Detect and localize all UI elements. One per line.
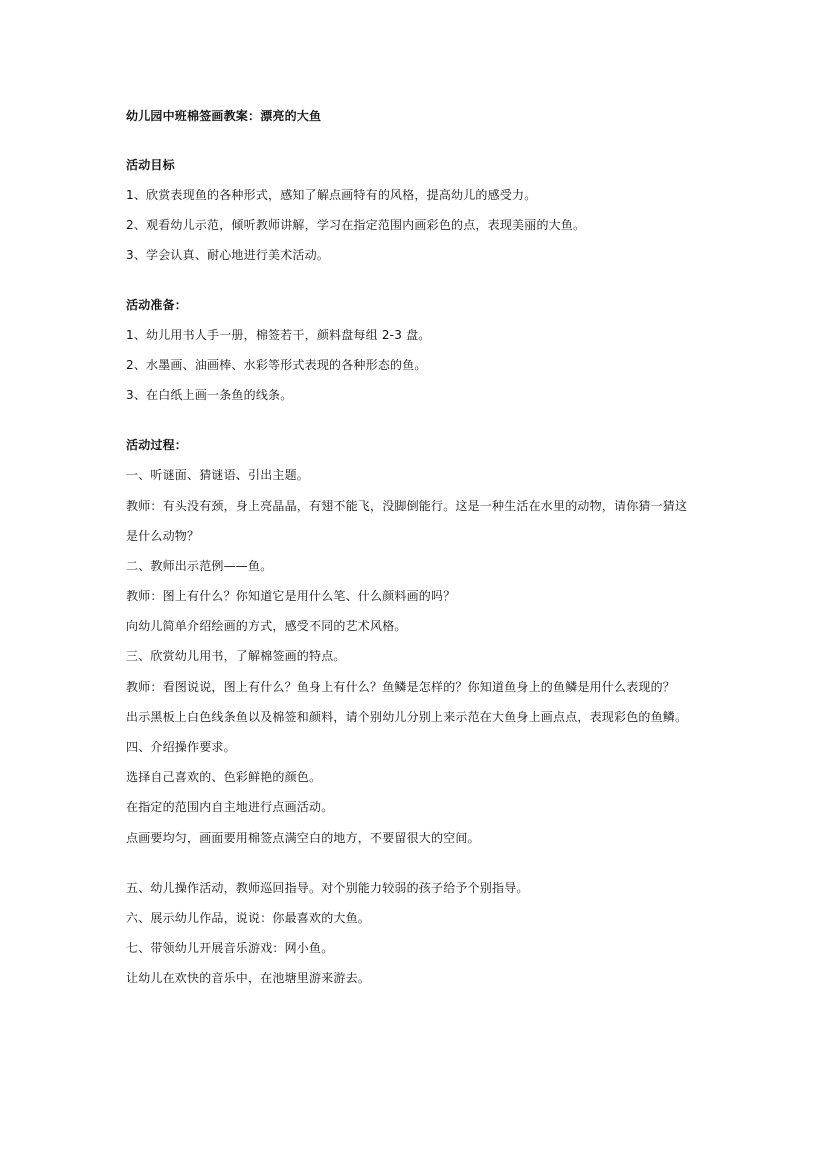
prep-item: 2、水墨画、油画棒、水彩等形式表现的各种形态的鱼。 (126, 358, 427, 372)
process-line: 向幼儿简单介绍绘画的方式，感受不同的艺术风格。 (126, 619, 407, 633)
process-line: 六、展示幼儿作品，说说：你最喜欢的大鱼。 (126, 911, 371, 925)
process-line: 让幼儿在欢快的音乐中，在池塘里游来游去。 (126, 971, 371, 985)
process-line: 在指定的范围内自主地进行点画活动。 (126, 800, 334, 814)
process-line: 五、幼儿操作活动，教师巡回指导。对个别能力较弱的孩子给予个别指导。 (126, 881, 529, 895)
process-line: 一、听谜面、猜谜语、引出主题。 (126, 468, 310, 482)
process-heading: 活动过程： (126, 438, 188, 452)
document-title: 幼儿园中班棉签画教案：漂亮的大鱼 (126, 109, 322, 123)
prep-item: 1、幼儿用书人手一册，棉签若干，颜料盘每组 2-3 盘。 (126, 328, 431, 342)
process-line: 教师：有头没有颈，身上亮晶晶，有翅不能飞，没脚倒能行。这是一种生活在水里的动物，请你猜一猜这 (126, 499, 688, 513)
goal-item: 2、观看幼儿示范，倾听教师讲解，学习在指定范围内画彩色的点，表现美丽的大鱼。 (126, 218, 586, 232)
process-line: 选择自己喜欢的、色彩鲜艳的颜色。 (126, 770, 322, 784)
process-line: 七、带领幼儿开展音乐游戏：网小鱼。 (126, 941, 334, 955)
process-line: 三、欣赏幼儿用书，了解棉签画的特点。 (126, 649, 346, 663)
prep-heading: 活动准备： (126, 298, 188, 312)
process-line: 四、介绍操作要求。 (126, 740, 236, 754)
goals-heading: 活动目标 (126, 158, 175, 172)
goal-item: 3、学会认真、耐心地进行美术活动。 (126, 248, 330, 262)
process-line: 是什么动物？ (126, 529, 200, 543)
process-line: 教师：看图说说，图上有什么？鱼身上有什么？鱼鳞是怎样的？你知道鱼身上的鱼鳞是用什么表现的？ (126, 680, 676, 694)
prep-item: 3、在白纸上画一条鱼的线条。 (126, 388, 293, 402)
process-line: 出示黑板上白色线条鱼以及棉签和颜料，请个别幼儿分别上来示范在大鱼身上画点点，表现彩色的鱼鳞。 (126, 710, 688, 724)
goal-item: 1、欣赏表现鱼的各种形式，感知了解点画特有的风格，提高幼儿的感受力。 (126, 188, 537, 202)
process-line: 二、教师出示范例——鱼。 (126, 559, 273, 573)
process-line: 教师：图上有什么？你知道它是用什么笔、什么颜料画的吗？ (126, 589, 456, 603)
process-line: 点画要均匀，画面要用棉签点满空白的地方，不要留很大的空间。 (126, 831, 480, 845)
